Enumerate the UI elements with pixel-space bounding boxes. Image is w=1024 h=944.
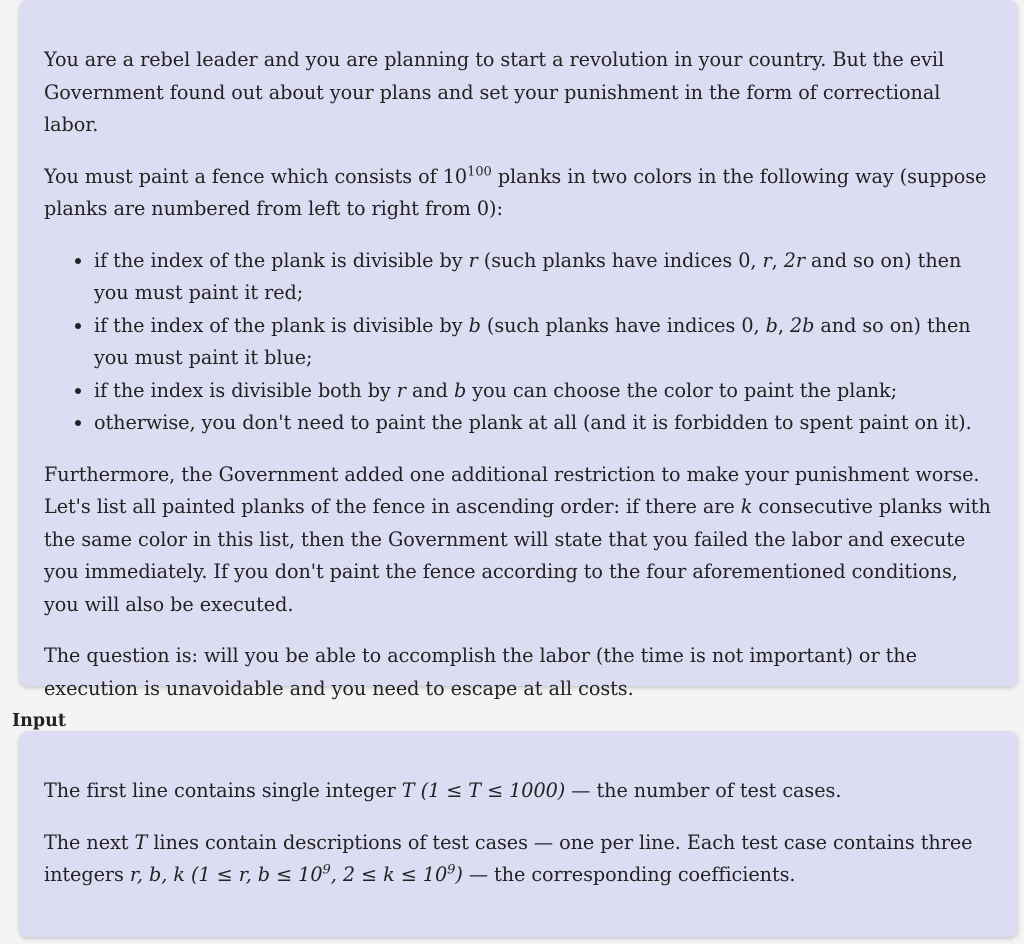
rule-red: • if the index of the plank is divisible by r (such planks have indices 0, r, 2r and so on) then you must paint it red; xyxy=(94,245,993,310)
statement-paragraph-fence: You must paint a fence which consists of $10^{100}$ planks in two colors in the following way (suppose planks are numbered from left to right from 0): xyxy=(44,164,987,220)
rule-blue: • if the index of the plank is divisible by b (such planks have indices 0, b, 2b and so on) then you must paint it blue; xyxy=(94,310,993,375)
t-constraint: (1 ≤ T ≤ 1000) xyxy=(420,779,566,802)
statement-paragraph-question: The question is: will you be able to accomplish the labor (the time is not important) or the execution is unavoidable and you need to escape at all costs. xyxy=(44,644,917,700)
plank-count: $10^{100}$ xyxy=(442,164,492,188)
statement-paragraph-restriction: Furthermore, the Government added one additional restriction to make your punishment worse. Let's list all painted planks of the fence in ascending order: if there are k consecutive planks with the same color in this list, then the Government will state that you failed the labor and execute you immediately. If you don't paint the fence according to the four aforementioned conditions, you will also be executed. xyxy=(44,462,991,616)
input-spec-card xyxy=(19,731,1018,937)
rbk-constraint: (1 ≤ r, $b \le 10^9$, $2 \le k \le 10^9$) xyxy=(190,862,463,886)
problem-statement-card xyxy=(19,0,1018,700)
statement-paragraph-intro: You are a rebel leader and you are planning to start a revolution in your country. But the evil Government found out about your plans and set your punishment in the form of correctional labor. xyxy=(44,48,945,136)
rule-otherwise: • otherwise, you don't need to paint the plank at all (and it is forbidden to spent paint on it). xyxy=(94,407,993,440)
input-paragraph-test-cases: The next T lines contain descriptions of test cases — one per line. Each test case contains three integers r, b, k (1 ≤ r, $b \le 10^9$, $2 \le k \le 10^9$) — the corresponding coefficients. xyxy=(44,830,973,886)
input-paragraph-first-line: The first line contains single integer T (1 ≤ T ≤ 1000) — the number of test cases. xyxy=(44,779,842,802)
rule-both: • if the index is divisible both by r and b you can choose the color to paint the plank; xyxy=(94,375,993,408)
input-section-heading: Input xyxy=(12,711,66,731)
painting-rules-list xyxy=(44,245,993,440)
